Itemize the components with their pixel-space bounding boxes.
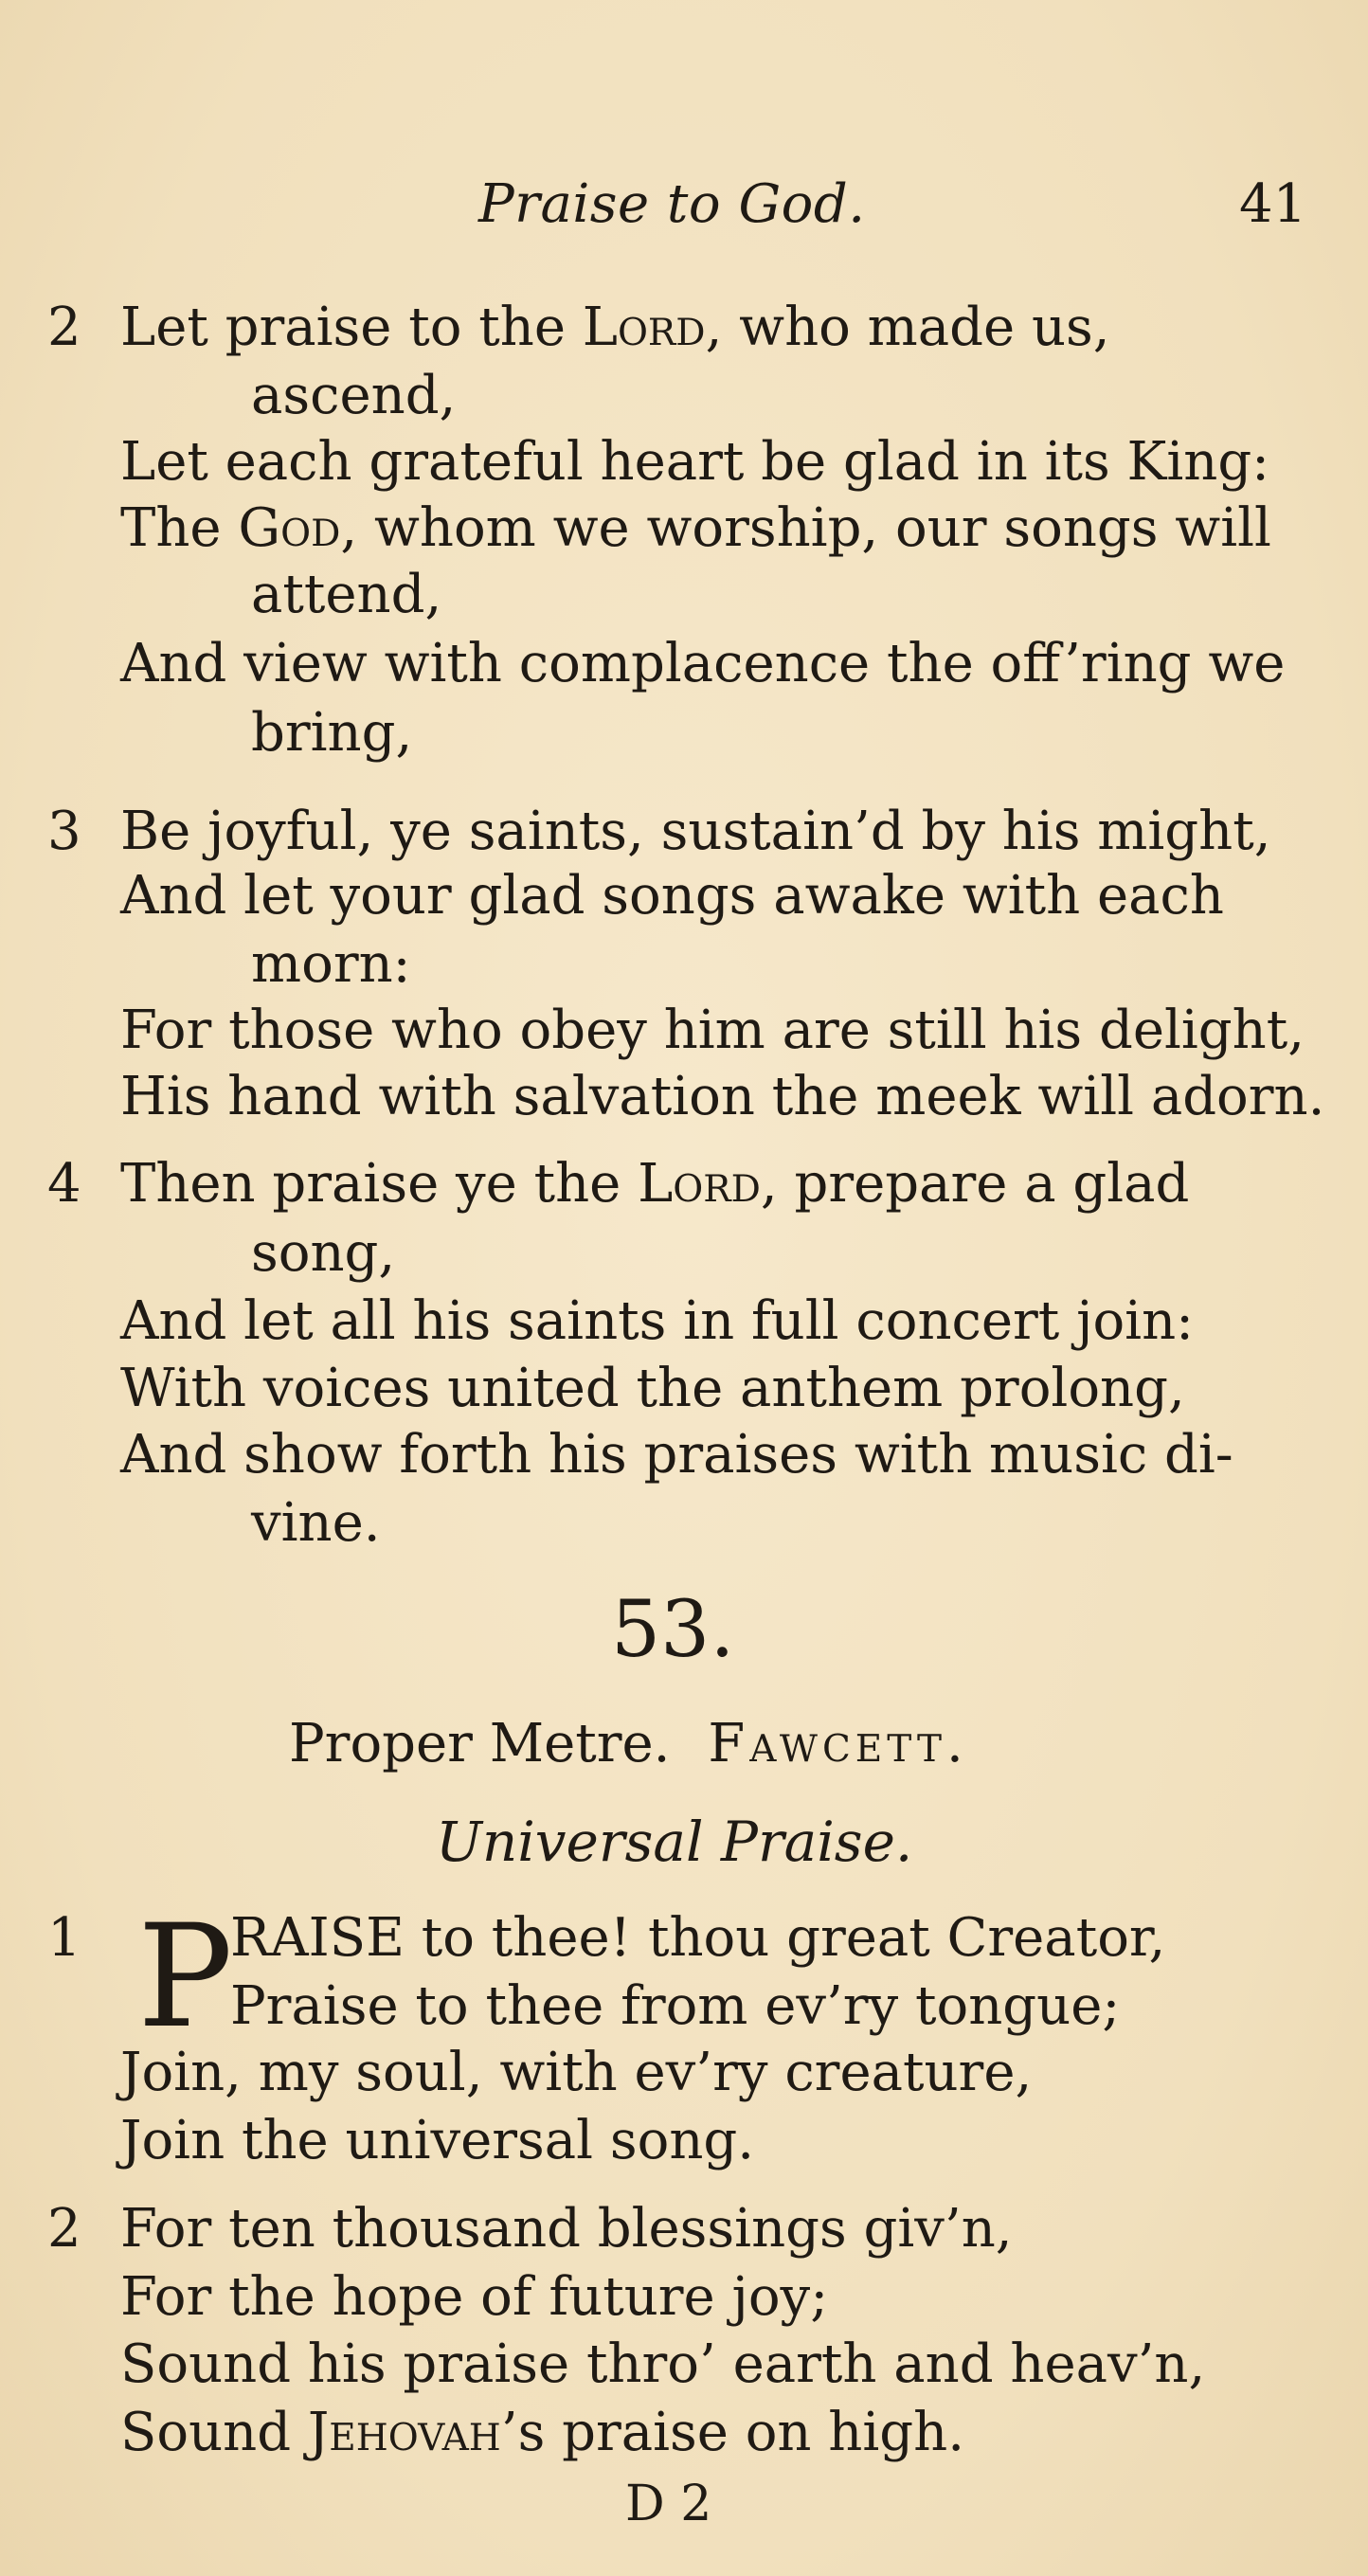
hymn-number: 53.: [611, 1585, 735, 1675]
verse-line: Sound his praise thro’ earth and heav’n,: [120, 2333, 1206, 2395]
verse-line: attend,: [251, 564, 442, 625]
hymn-author: Fawcett.: [708, 1713, 968, 1774]
hymn-subtitle: Universal Praise.: [436, 1810, 913, 1874]
running-head-title: Praise to God.: [478, 173, 866, 235]
verse-line: bring,: [251, 702, 413, 764]
verse-line: Let each grateful heart be glad in its King:: [120, 431, 1270, 493]
verse-line: Be joyful, ye saints, sustain’d by his might,: [120, 801, 1271, 862]
verse-line: morn:: [251, 933, 411, 995]
meter-line: [289, 1713, 968, 1774]
verse-line: And let all his saints in full concert join:: [120, 1290, 1195, 1352]
verse-line: RAISE to thee! thou great Creator,: [230, 1907, 1166, 1969]
verse-line: Let praise to the Lord, who made us,: [120, 297, 1110, 358]
verse-line: And let your glad songs awake with each: [120, 865, 1224, 927]
page-number: 41: [1239, 173, 1307, 235]
verse-line: vine.: [251, 1492, 381, 1554]
signature-mark: D 2: [625, 2476, 712, 2532]
verse-line: Join, my soul, with ev’ry creature,: [120, 2042, 1033, 2103]
verse-number: 3: [47, 801, 81, 862]
verse-line: Join the universal song.: [120, 2110, 755, 2171]
verse-line: With voices united the anthem prolong,: [120, 1358, 1185, 1419]
verse-line: For those who obey him are still his delight,: [120, 1000, 1305, 1061]
verse-line: song,: [251, 1222, 396, 1284]
verse-line: For ten thousand blessings giv’n,: [120, 2198, 1013, 2260]
verse-number: 1: [47, 1907, 81, 1969]
verse-line: Sound Jehovah’s praise on high.: [120, 2402, 964, 2463]
verse-line: His hand with salvation the meek will adorn.: [120, 1066, 1325, 1127]
verse-line: For the hope of future joy;: [120, 2266, 829, 2328]
drop-cap: P: [137, 1895, 233, 2060]
verse-line: The God, whom we worship, our songs will: [120, 497, 1271, 559]
verse-line: And show forth his praises with music di-: [120, 1424, 1233, 1486]
verse-number: 2: [47, 297, 81, 358]
verse-line: Praise to thee from ev’ry tongue;: [230, 1975, 1121, 2037]
meter-name: Proper Metre.: [289, 1713, 671, 1774]
verse-line: Then praise ye the Lord, prepare a glad: [120, 1153, 1190, 1215]
verse-number: 4: [47, 1153, 81, 1215]
verse-line: And view with complacence the off’ring we: [120, 633, 1286, 694]
verse-number: 2: [47, 2198, 81, 2260]
verse-line: ascend,: [251, 365, 457, 426]
